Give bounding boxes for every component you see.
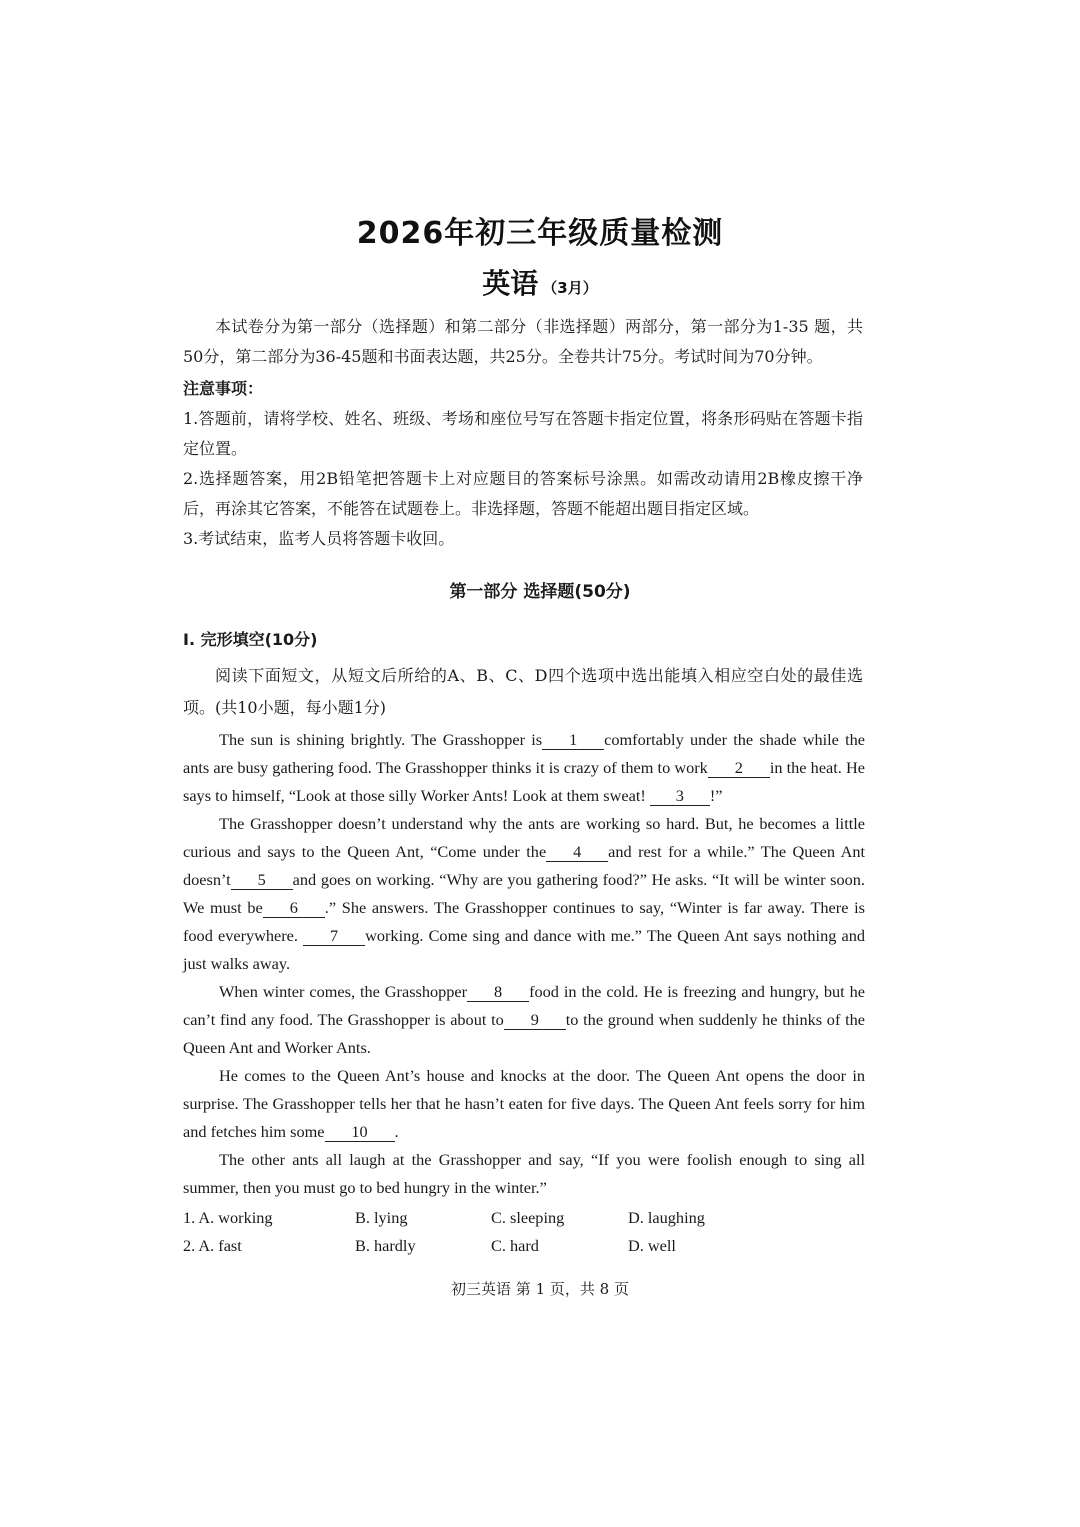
option-b: B. lying: [355, 1208, 408, 1227]
passage-text: The Grasshopper doesn’t understand why the ants are working so hard. But, he becomes a little curious and says to the Queen Ant, “Come under the: [183, 814, 865, 861]
note-item: 2.选择题答案，用2B铅笔把答题卡上对应题目的答案标号涂黑。如需改动请用2B橡皮擦干净后，再涂其它答案，不能答在试题卷上。非选择题，答题不能超出题目指定区域。: [183, 469, 863, 518]
blank-6: 6: [263, 899, 325, 918]
option-b: B. hardly: [355, 1236, 416, 1255]
blank-7: 7: [303, 927, 365, 946]
blank-4: 4: [546, 843, 608, 862]
subject-name: 英语: [482, 267, 539, 300]
passage-paragraph: [183, 1062, 865, 1146]
passage-text: and rest for a while.” The Queen Ant doesn’t: [183, 842, 865, 889]
passage-text: working. Come sing and dance with me.” The Queen Ant says nothing and just walks away.: [183, 926, 865, 973]
passage-text: When winter comes, the Grasshopper: [219, 982, 468, 1001]
passage-text: comfortably under the shade while the ants are busy gathering food. The Grasshopper thinks it is crazy of them to work: [183, 730, 865, 777]
option-a: 2. A. fast: [183, 1236, 242, 1255]
option-d: D. well: [628, 1236, 676, 1255]
section-instruction: 阅读下面短文，从短文后所给的A、B、C、D四个选项中选出能填入相应空白处的最佳选项。(共10小题，每小题1分): [183, 666, 863, 717]
notes-list: [183, 404, 863, 554]
section-title: I. 完形填空(10分): [183, 630, 318, 649]
blank-1: 1: [542, 731, 604, 750]
passage-paragraph: [183, 726, 865, 810]
note-item: 3.考试结束，监考人员将答题卡收回。: [183, 529, 455, 548]
passage-text: He comes to the Queen Ant’s house and knocks at the door. The Queen Ant opens the door in surprise. The Grasshopper tells her that he hasn’t eaten for five days. The Queen Ant feels sorry for him and fetches him some: [183, 1066, 865, 1141]
option-a: 1. A. working: [183, 1208, 273, 1227]
passage-text: in the heat. He says to himself, “Look at those silly Worker Ants! Look at them sweat!: [183, 758, 865, 805]
notes-title: 注意事项：: [183, 379, 264, 398]
blank-3: 3: [650, 787, 710, 806]
passage-text: food in the cold. He is freezing and hungry, but he can’t find any food. The Grasshopper is about to: [183, 982, 866, 1029]
passage-text: and goes on working. “Why are you gathering food?” He asks. “It will be winter soon. We must be: [183, 870, 865, 917]
blank-8: 8: [467, 983, 529, 1002]
blank-9: 9: [504, 1011, 566, 1030]
passage-text: to the ground when suddenly he thinks of the Queen Ant and Worker Ants.: [183, 1010, 865, 1057]
blank-2: 2: [708, 759, 770, 778]
option-d: D. laughing: [628, 1208, 705, 1227]
exam-month: （3月）: [542, 279, 598, 297]
passage-paragraph: [183, 810, 865, 978]
exam-title: 2026年初三年级质量检测: [356, 216, 724, 251]
blank-5: 5: [231, 871, 293, 890]
passage-paragraph: [183, 978, 865, 1062]
cloze-passage: [183, 726, 865, 1202]
part-title: 第一部分 选择题(50分): [449, 582, 631, 602]
passage-text: The sun is shining brightly. The Grasshopper is: [219, 730, 543, 749]
passage-text: .: [394, 1122, 399, 1141]
note-item: 1.答题前，请将学校、姓名、班级、考场和座位号写在答题卡指定位置，将条形码贴在答题卡指定位置。: [183, 409, 863, 458]
option-c: C. sleeping: [491, 1208, 565, 1227]
option-row: [183, 1204, 865, 1232]
option-c: C. hard: [491, 1236, 539, 1255]
page-footer: 初三英语 第 1 页，共 8 页: [451, 1280, 629, 1298]
passage-text: .” She answers. The Grasshopper continues to say, “Winter is far away. There is food everywhere.: [183, 898, 866, 945]
passage-paragraph: The other ants all laugh at the Grasshopper and say, “If you were foolish enough to sing all summer, then you must go to bed hungry in the winter.”: [183, 1150, 865, 1197]
passage-text: !”: [709, 786, 723, 805]
blank-10: 10: [325, 1123, 395, 1142]
option-row: [183, 1232, 865, 1260]
exam-intro: 本试卷分为第一部分（选择题）和第二部分（非选择题）两部分，第一部分为1-35 题，共50分，第二部分为36-45题和书面表达题，共25分。全卷共计75分。考试时间为70分钟。: [183, 317, 863, 366]
subject-heading: [0, 262, 1080, 302]
